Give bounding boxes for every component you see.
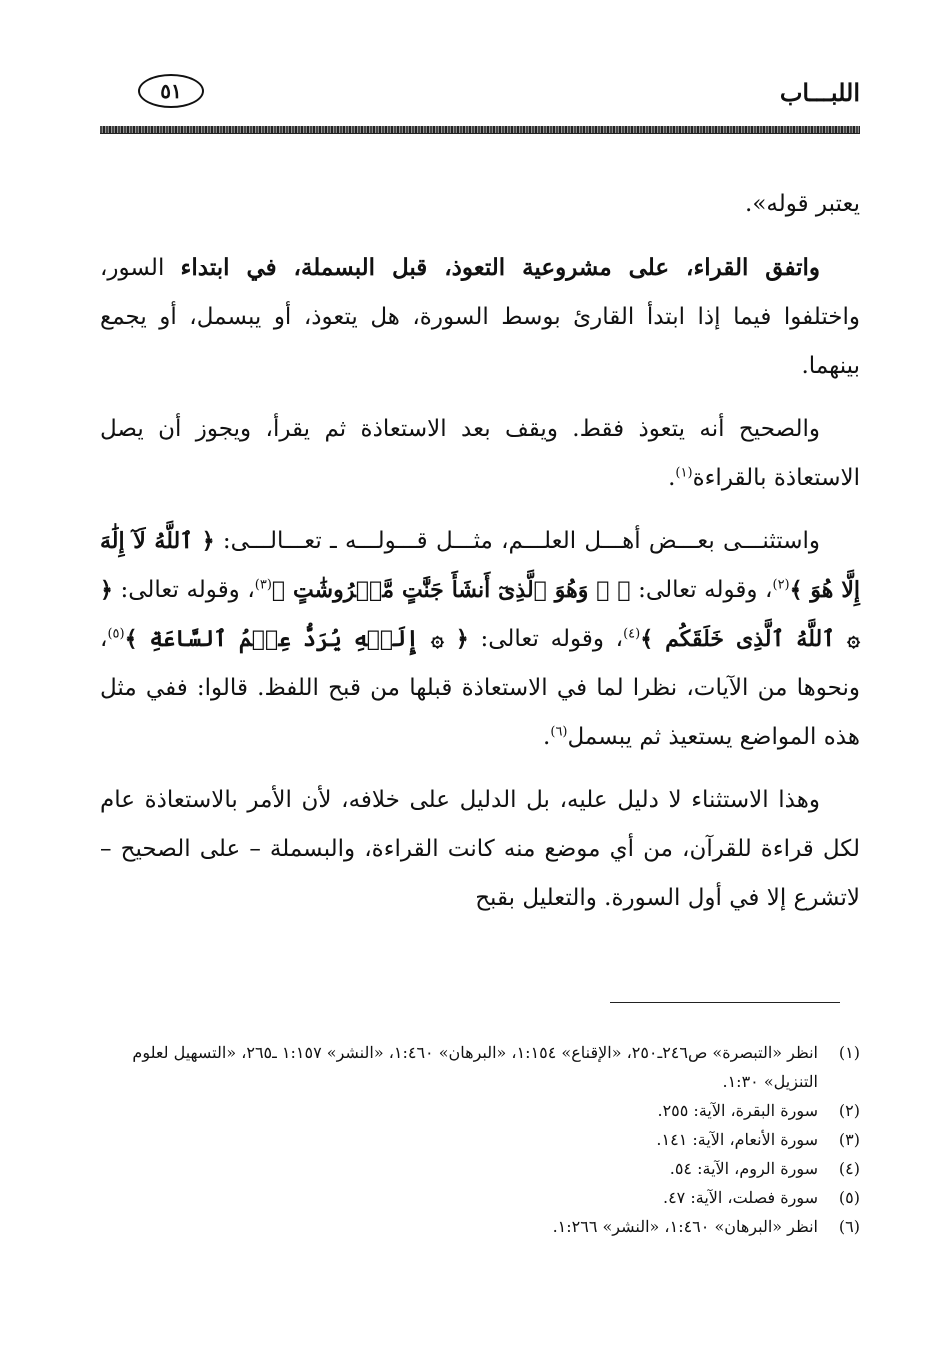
quran-quote-3: ﴿ ۞ ٱللَّهُ ٱلَّذِى خَلَقَكُم ﴾ [100, 577, 861, 652]
paragraph-4-connector-2: ، وقوله تعالى: [120, 577, 255, 603]
page-number-badge [138, 74, 204, 108]
footnote-3 [100, 1125, 860, 1154]
paragraph-4-body: ، ونحوها من الآيات، نظرا لما في الاستعاذة قبلها من قبح اللفظ. قالوا: ففي مثل هذه المواضع يستعيذ ثم يبسمل [100, 626, 860, 750]
footnote-ref-1: (١) [675, 465, 693, 481]
paragraph-3-end: . [668, 465, 676, 491]
paragraph-3 [100, 405, 860, 503]
page-header [100, 68, 860, 138]
footnote-number: (٣) [838, 1130, 860, 1149]
footnote-number: (٥) [838, 1188, 860, 1207]
main-text [100, 180, 860, 937]
page-number: ٥١ [160, 79, 182, 103]
paragraph-2-lead: واتفق القراء، على مشروعية التعوذ، قبل البسملة، في ابتداء [180, 254, 821, 281]
footnote-4 [100, 1154, 860, 1183]
paragraph-4-intro: واستثنـــى بعـــض أهـــل العلـــم، مثـــل قـــولـــه ـ تعـــالـــى: [222, 528, 821, 554]
footnote-text: انظر «التبصرة» ص٢٤٦ـ٢٥٠، «الإقناع» ١:١٥٤، «البرهان» ١:٤٦٠، «النشر» ١:١٥٧ ـ٢٦٥، «التسهيل لعلوم التنزيل» ١:٣٠. [132, 1043, 818, 1091]
paragraph-4-end: . [543, 724, 551, 750]
paragraph-2-text: السور، واختلفوا فيما إذا ابتدأ القارئ بوسط السورة، هل يتعوذ، أو يبسمل، أو يجمع بينهما. [100, 255, 860, 379]
footnote-text: انظر «البرهان» ١:٤٦٠، «النشر» ١:٢٦٦. [552, 1217, 818, 1236]
footnote-ref-2: (٢) [772, 577, 790, 593]
footnote-ref-4: (٤) [623, 626, 641, 642]
paragraph-5-text: وهذا الاستثناء لا دليل عليه، بل الدليل على خلافه، لأن الأمر بالاستعاذة عام لكل قراءة للقرآن، من أي موضع منه كانت القراءة، والبسملة – على الصحيح – لاتشرع إلا في أول السورة. والتعليل بقبح [100, 787, 860, 911]
paragraph-4-connector-3: ، وقوله تعالى: [480, 626, 624, 652]
paragraph-4 [100, 517, 860, 762]
footnote-number: (١) [838, 1043, 860, 1062]
footnote-1 [100, 1038, 860, 1096]
footnote-text: سورة البقرة، الآية: ٢٥٥. [657, 1101, 818, 1120]
header-divider [100, 126, 860, 134]
footnote-text: سورة الأنعام، الآية: ١٤١. [656, 1130, 818, 1149]
paragraph-1-text: يعتبر قوله». [745, 191, 860, 217]
paragraph-3-text: والصحيح أنه يتعوذ فقط. ويقف بعد الاستعاذة ثم يقرأ، ويجوز أن يصل الاستعاذة بالقراءة [100, 416, 860, 491]
paragraph-2 [100, 243, 860, 391]
footnotes-section [100, 1038, 860, 1241]
paragraph-1 [100, 180, 860, 229]
quran-quote-1: ﴿ ٱللَّهُ لَآ إِلَٰهَ إِلَّا هُوَ ﴾ [100, 528, 860, 603]
footnote-6 [100, 1212, 860, 1241]
footnote-2 [100, 1096, 860, 1125]
book-title: اللبـــاب [779, 78, 860, 107]
footnote-ref-5: (٥) [107, 626, 125, 642]
paragraph-4-connector-1: ، وقوله تعالى: [638, 577, 773, 603]
quran-quote-2: ﴿ ۞ وَهُوَ ٱلَّذِىٓ أَنشَأَ جَنَّٰتٍ مَّعۡرُوشَٰتٍ ﴾ [271, 577, 631, 603]
paragraph-5 [100, 776, 860, 923]
quran-quote-4: ﴿ ۞ إِلَيۡهِ يُرَدُّ عِلۡمُ ٱلسَّاعَةِ ﴾ [124, 626, 469, 652]
footnote-number: (٦) [838, 1217, 860, 1236]
footnote-ref-6: (٦) [550, 724, 568, 740]
footnote-ref-3: (٣) [254, 577, 272, 593]
footnote-number: (٤) [838, 1159, 860, 1178]
footnote-divider [610, 1002, 840, 1003]
footnote-number: (٢) [838, 1101, 860, 1120]
footnote-text: سورة فصلت، الآية: ٤٧. [662, 1188, 818, 1207]
footnote-text: سورة الروم، الآية: ٥٤. [669, 1159, 818, 1178]
footnote-5 [100, 1183, 860, 1212]
